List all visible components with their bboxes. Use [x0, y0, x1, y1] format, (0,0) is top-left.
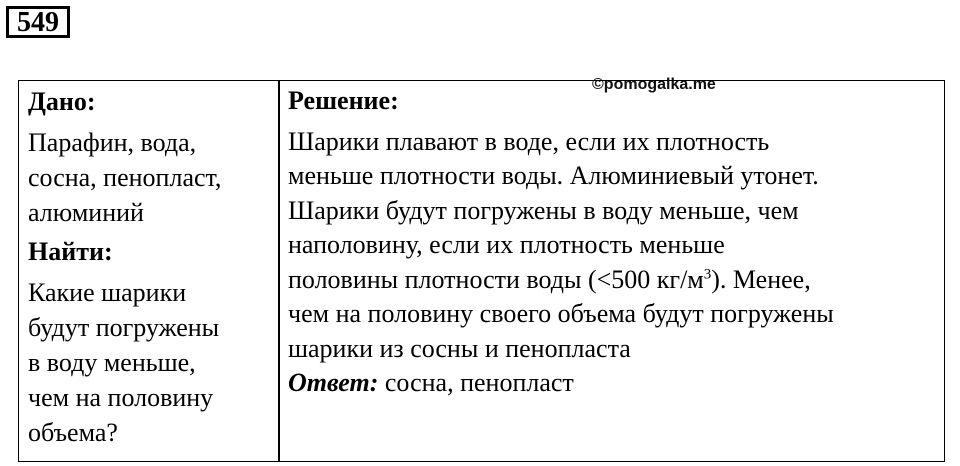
solution-line: чем на половину своего объема будут погружены: [288, 299, 834, 328]
watermark: ©pomogalka.me: [592, 76, 716, 93]
cubic-exponent: 3: [703, 265, 712, 282]
given-line: алюминий: [28, 198, 144, 227]
given-line: сосна, пенопласт,: [28, 163, 222, 192]
find-heading: Найти:: [28, 237, 113, 266]
solution-heading: Решение:: [288, 86, 399, 115]
density-text-end: ). Менее,: [711, 264, 811, 294]
solution-line: наполовину, если их плотность меньше: [288, 230, 725, 259]
answer-text: сосна, пенопласт: [378, 368, 574, 397]
solution-line: Шарики будут погружены в воду меньше, чем: [288, 195, 799, 225]
density-text: половины плотности воды (<500 кг/м: [288, 264, 704, 294]
solution-column: [288, 84, 938, 405]
solution-text: [288, 125, 938, 401]
solution-line: [288, 263, 938, 298]
find-line: будут погружены: [28, 313, 220, 342]
given-line: Парафин, вода,: [28, 128, 197, 157]
given-heading: Дано:: [28, 87, 96, 116]
find-line: в воду меньше,: [28, 348, 196, 377]
find-line: объема?: [28, 418, 118, 447]
solution-line: Шарики плавают в воде, если их плотность: [288, 126, 770, 156]
answer-line: [288, 366, 938, 401]
find-line: Какие шарики: [28, 278, 187, 307]
column-divider: [278, 80, 280, 462]
given-text: [28, 125, 273, 230]
find-text: [28, 275, 273, 450]
given-column: [28, 84, 273, 454]
answer-label: Ответ:: [288, 368, 379, 397]
find-line: чем на половину: [28, 383, 214, 412]
solution-line: меньше плотности воды. Алюминиевый утонет.: [288, 161, 819, 190]
problem-number: 549: [6, 6, 70, 38]
solution-line: шарики из сосны и пенопласта: [288, 333, 631, 363]
